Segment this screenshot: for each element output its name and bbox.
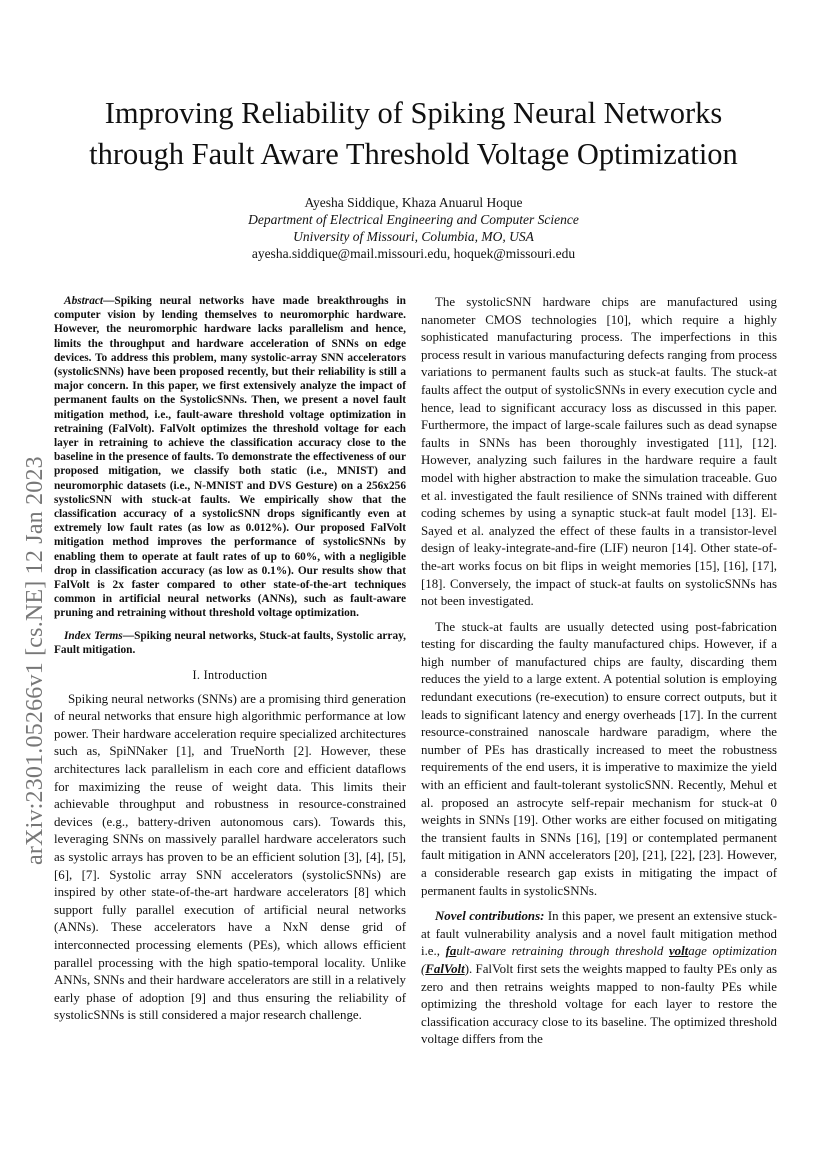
author-department: Department of Electrical Engineering and Computer Science: [248, 212, 579, 227]
novel-text-d: ). FalVolt first sets the weights mapped to faulty PEs only as zero and then retrains weights mapped to non-faulty PEs while optimizing the threshold voltage for each layer to restore the classification accuracy close to its baseline. The optimized threshold voltage differs from the: [421, 961, 777, 1047]
novel-contributions-paragraph: [421, 908, 777, 1049]
index-terms: [54, 629, 406, 657]
index-terms-text: —Spiking neural networks, Stuck-at faults, Systolic array, Fault mitigation.: [54, 629, 406, 656]
abstract: [54, 294, 406, 621]
novel-contributions-label: Novel contributions:: [435, 909, 545, 924]
novel-falvolt: FalVolt: [425, 961, 465, 976]
author-emails: ayesha.siddique@mail.missouri.edu, hoquek@missouri.edu: [251, 246, 576, 261]
novel-fa: fa: [445, 944, 457, 959]
right-paragraph-2: The stuck-at faults are usually detected using post-fabrication testing for discarding the faulty manufactured chips. However, if a high number of manufactured chips are faulty, discarding them reduces the yield to a large extent. A potential solution is employing redundant executions (re-execution) to ensure correct outputs, but it leads to significant latency and energy overheads [17]. In the current resource-constrained nanoscale hardware paradigm, where the number of PEs has drastically increased to meet the robustness requirements of the end users, it is imperative to maximize the yield with an efficient and fault-tolerant systolicSNN. Recently, Mehul et al. proposed an astrocyte self-repair mechanism for stuck-at 0 weights in SNNs [19]. Other works are either focused on mitigating the transient faults in SNNs [16], [19] or contemplated permanent fault mitigation in ANN accelerators [20], [21], [22], [23]. However, a considerable research gap exists in mitigating the impact of permanent faults in systolicSNNs.: [421, 619, 777, 898]
section-heading-introduction: I. Introduction: [192, 668, 268, 683]
author-names: Ayesha Siddique, Khaza Anuarul Hoque: [304, 195, 523, 210]
arxiv-identifier: arXiv:2301.05266v1 [cs.NE] 12 Jan 2023: [22, 456, 48, 865]
novel-text-c: age optimization (: [421, 944, 777, 976]
right-column: [421, 294, 777, 1057]
left-column: [54, 294, 406, 1033]
index-terms-label: Index Terms: [64, 629, 123, 642]
author-block: [40, 194, 787, 262]
right-paragraph-1: The systolicSNN hardware chips are manufactured using nanometer CMOS technologies [10], which require a highly sophisticated manufacturing process. The imperfections in this process result in various manufacturing defects ranging from process variations to permanent faults such as stuck-at faults. The stuck-at faults affect the output of systolicSNNs in every execution cycle and hence, lead to significant accuracy loss as discussed in this paper. Furthermore, the impact of large-scale failures such as dead synapse faults in SNNs has been thoroughly investigated [11], [12]. However, analyzing such failures in the hardware require a fault model with higher abstraction to make the simulation traceable. Guo et al. investigated the fault resilience of SNNs trained with different coding schemes by using a synaptic stuck-at fault model [13]. El-Sayed et al. analyzed the effect of these faults in a transistor-level design of leaky-integrate-and-fire (LIF) neuron [14]. Other state-of-the-art works focus on bit flips in weight memories [15], [16], [17], [18]. Conversely, the impact of stuck-at faults on systolicSNNs has not been investigated.: [421, 295, 777, 609]
novel-text-a: In this paper, we present an extensive stuck-at fault vulnerability analysis and a novel fault mitigation method i.e.,: [421, 909, 777, 959]
abstract-label: Abstract: [64, 295, 104, 307]
title-line-2: through Fault Aware Threshold Voltage Optimization: [89, 137, 738, 171]
paper-title: [40, 93, 787, 175]
novel-text-b: ult-aware retraining through threshold: [456, 944, 669, 959]
novel-volt: volt: [668, 944, 689, 959]
abstract-text: —Spiking neural networks have made breakthroughs in computer vision by lending themselves to neuromorphic hardware. However, the neuromorphic hardware lacks parallelism and hence, limits the throughput and hardware acceleration of SNNs on edge devices. To address this problem, many systolic-array SNN accelerators (systolicSNNs) have been proposed recently, but their reliability is still a major concern. In this paper, we first extensively analyze the impact of permanent faults on the SystolicSNNs. Then, we present a novel fault mitigation method, i.e., fault-aware threshold voltage optimization in retraining (FalVolt). FalVolt optimizes the threshold voltage for each layer in retraining to achieve the classification accuracy close to the baseline in the presence of faults. To demonstrate the effectiveness of our proposed mitigation, we classify both static (i.e., MNIST) and neuromorphic datasets (i.e., N-MNIST and DVS Gesture) on a 256x256 systolicSNN with stuck-at faults. We empirically show that the classification accuracy of a systolicSNN drops significantly even at extremely low fault rates (as low as 0.012%). Our proposed FalVolt mitigation method improves the performance of systolicSNNs by enabling them to operate at fault rates of up to 60%, with a negligible drop in classification accuracy (as low as 0.1%). Our results show that FalVolt is 2x faster compared to other state-of-the-art techniques common in artificial neural networks (ANNs), such as fault-aware pruning and retraining without threshold voltage optimization.: [54, 295, 406, 620]
intro-paragraph-1: Spiking neural networks (SNNs) are a promising third generation of neural networks that ensure high algorithmic performance at low power. Their hardware acceleration require specialized architectures such as, SpiNNaker [1], and TrueNorth [2]. However, these architectures lack parallelism in each core and efficient dataflows for maximizing the reuse of weight data. This limits their achievable throughput and robustness in resource-constrained devices (e.g., battery-driven autonomous cars). Towards this, leveraging SNNs on massively parallel hardware accelerators such as systolic arrays has proven to be an efficient solution [3], [4], [5], [6], [7]. Systolic array SNN accelerators (systolicSNNs) are inspired by other state-of-the-art hardware accelerators [8] which support fully parallel execution of artificial neural networks (ANNs). These accelerators have a NxN dense grid of interconnected processing elements (PEs), which allows efficient parallel processing with the high spatio-temporal locality. Unlike ANNs, SNNs and their hardware accelerators are still in a relatively early phase of adoption [9] and thus ensuring the reliability of systolicSNNs is still considered a major research challenge.: [54, 691, 406, 1023]
title-line-1: Improving Reliability of Spiking Neural Networks: [104, 96, 723, 130]
author-university: University of Missouri, Columbia, MO, USA: [293, 229, 534, 244]
